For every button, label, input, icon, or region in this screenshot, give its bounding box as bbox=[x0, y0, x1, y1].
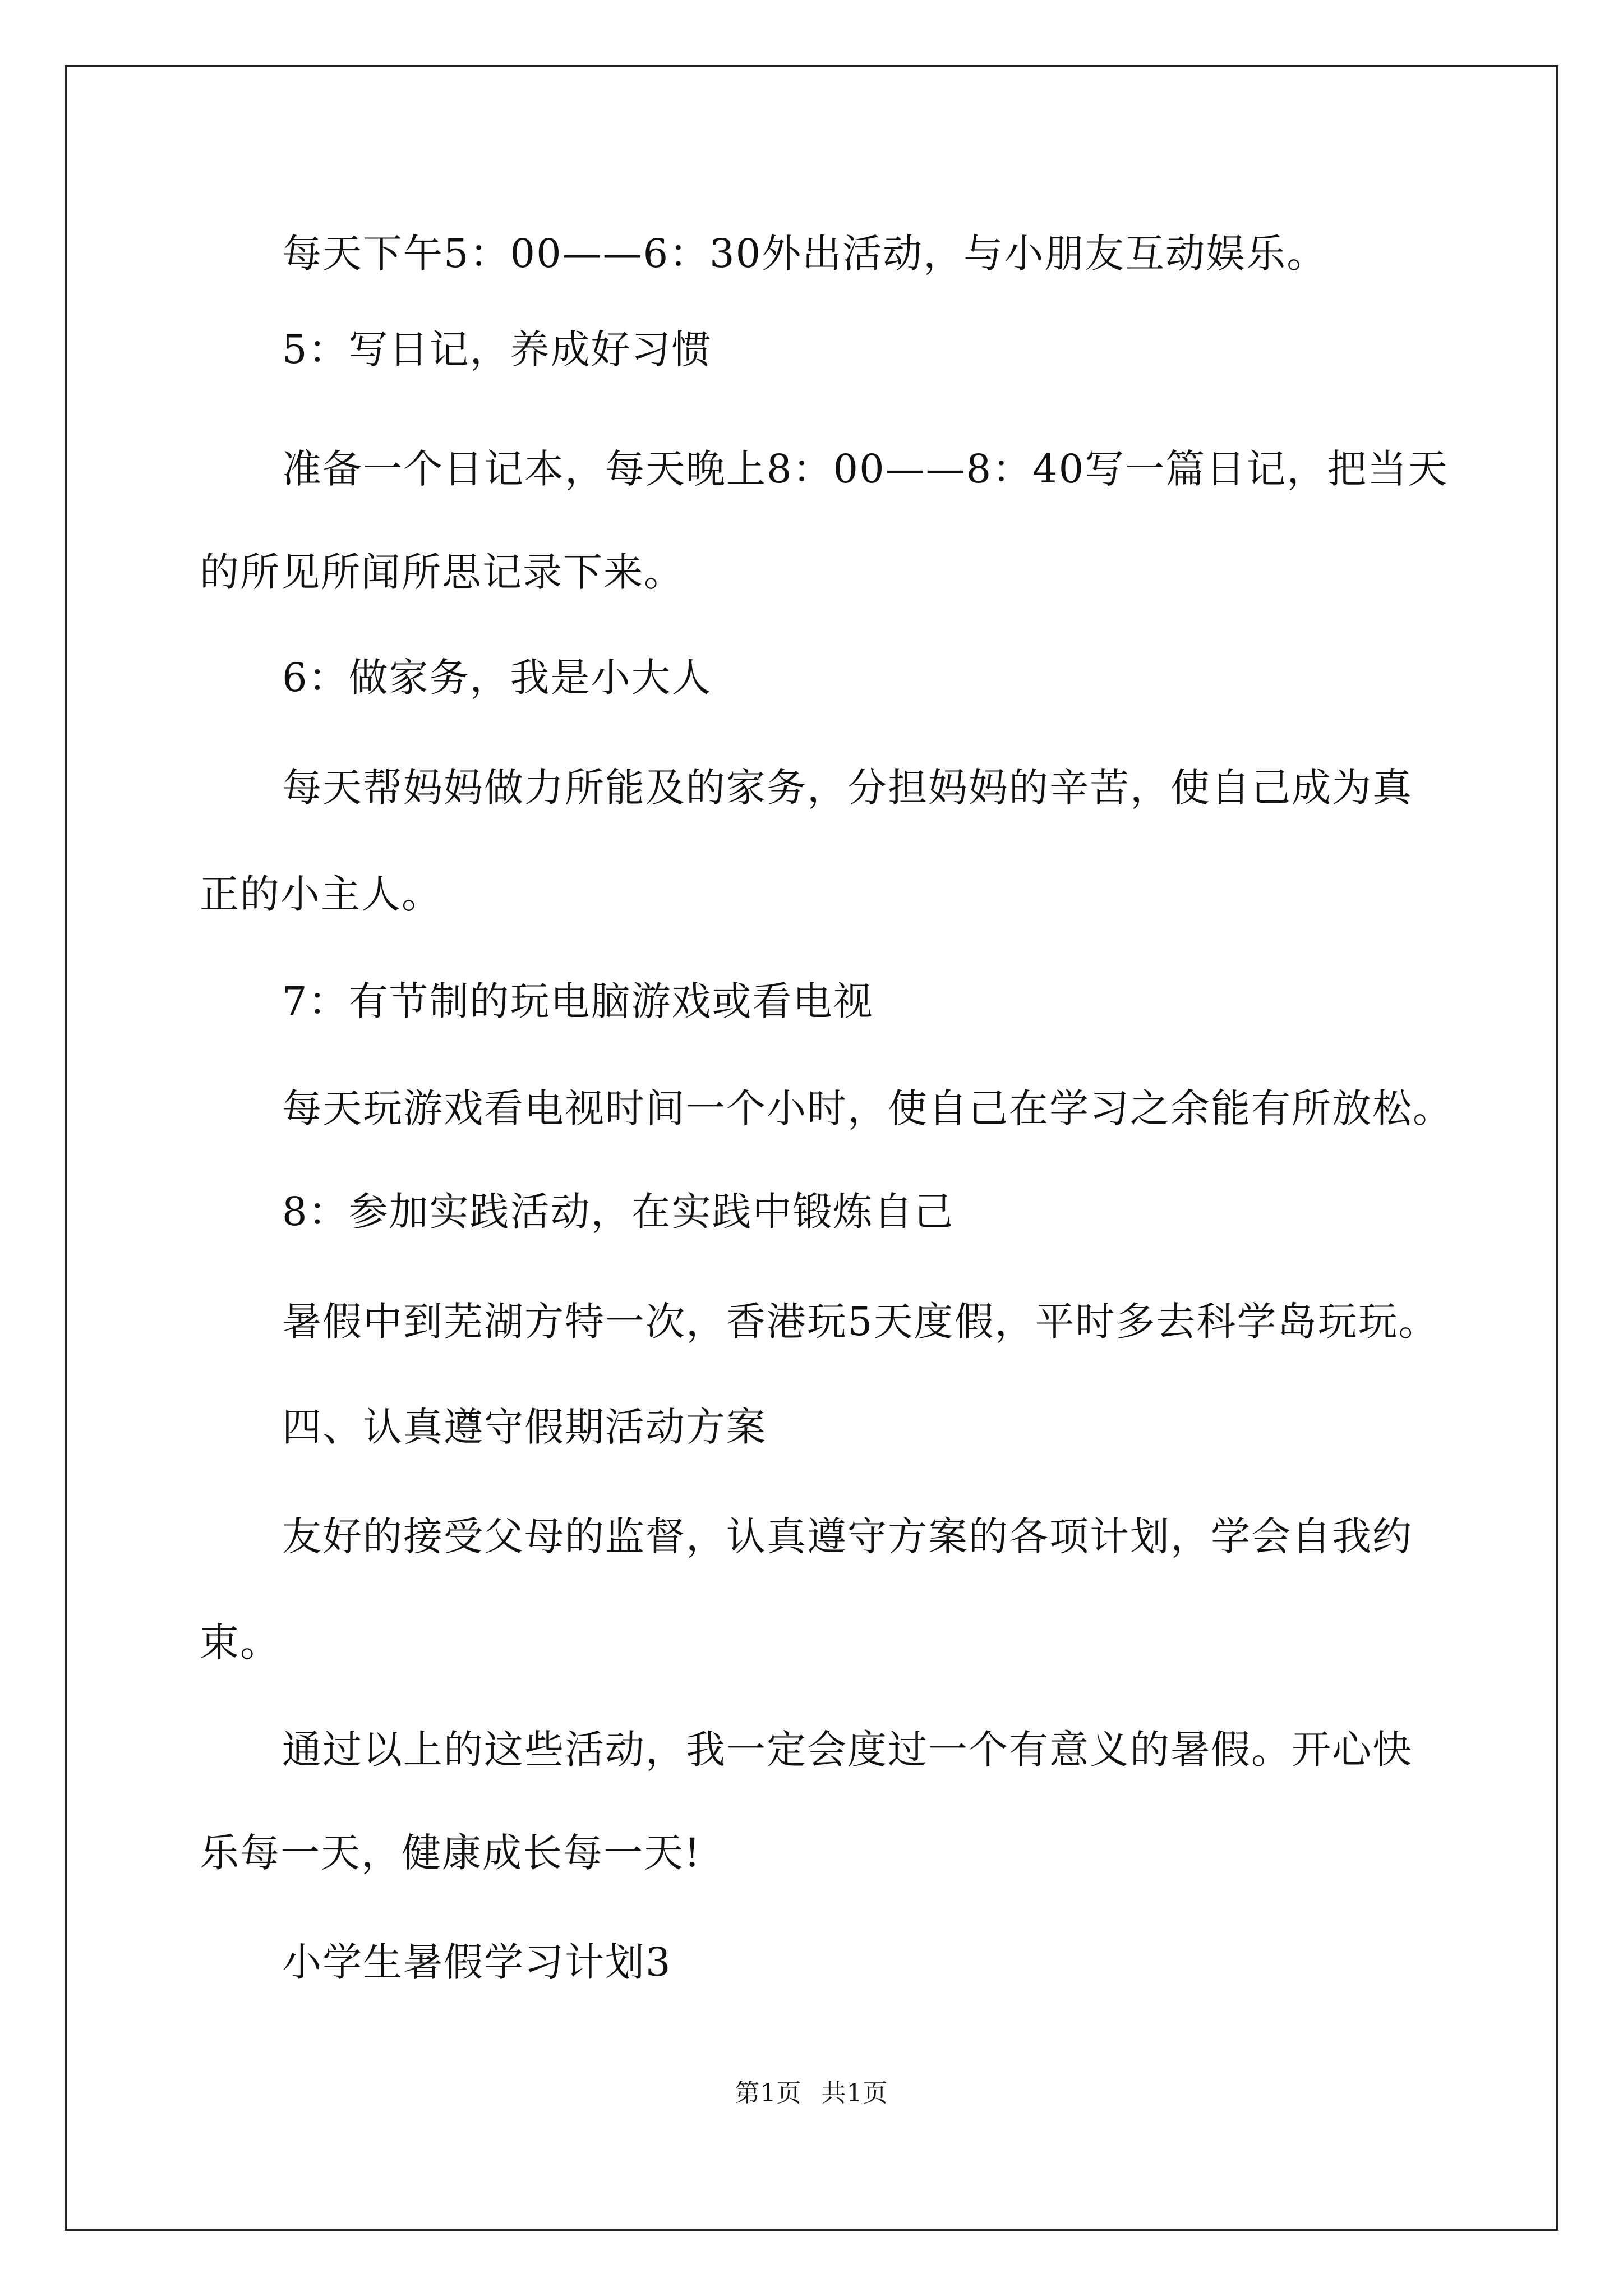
paragraph-line-16: 乐每一天，健康成长每一天! bbox=[200, 1830, 702, 1876]
page-border bbox=[65, 65, 1558, 2231]
paragraph-line-11: 暑假中到芜湖方特一次，香港玩5天度假，平时多去科学岛玩玩。 bbox=[282, 1299, 1439, 1345]
paragraph-line-1: 每天下午5：00——6：30外出活动，与小朋友互动娱乐。 bbox=[282, 231, 1327, 277]
section-heading-6: 6：做家务，我是小大人 bbox=[282, 655, 712, 701]
section-heading-7: 7：有节制的玩电脑游戏或看电视 bbox=[282, 978, 874, 1024]
paragraph-line-4: 的所见所闻所思记录下来。 bbox=[200, 549, 684, 595]
paragraph-line-6: 每天帮妈妈做力所能及的家务，分担妈妈的辛苦，使自己成为真 bbox=[282, 765, 1413, 811]
footer-page-current: 第1页 bbox=[735, 2079, 802, 2108]
paragraph-line-3: 准备一个日记本，每天晚上8：00——8：40写一篇日记，把当天 bbox=[282, 446, 1449, 492]
footer-page-total: 共1页 bbox=[821, 2079, 888, 2108]
section-heading-four: 四、认真遵守假期活动方案 bbox=[282, 1404, 767, 1450]
page-footer bbox=[0, 2077, 1623, 2110]
section-heading-8: 8：参加实践活动，在实践中锻炼自己 bbox=[282, 1189, 955, 1235]
plan-title-3: 小学生暑假学习计划3 bbox=[282, 1939, 672, 1985]
paragraph-line-15: 通过以上的这些活动，我一定会度过一个有意义的暑假。开心快 bbox=[282, 1727, 1413, 1773]
paragraph-line-14: 束。 bbox=[200, 1619, 280, 1665]
paragraph-line-13: 友好的接受父母的监督，认真遵守方案的各项计划，学会自我约 bbox=[282, 1513, 1413, 1559]
paragraph-line-9: 每天玩游戏看电视时间一个小时，使自己在学习之余能有所放松。 bbox=[282, 1085, 1453, 1131]
section-heading-5: 5：写日记，养成好习惯 bbox=[282, 326, 712, 372]
paragraph-line-7: 正的小主人。 bbox=[200, 871, 442, 917]
